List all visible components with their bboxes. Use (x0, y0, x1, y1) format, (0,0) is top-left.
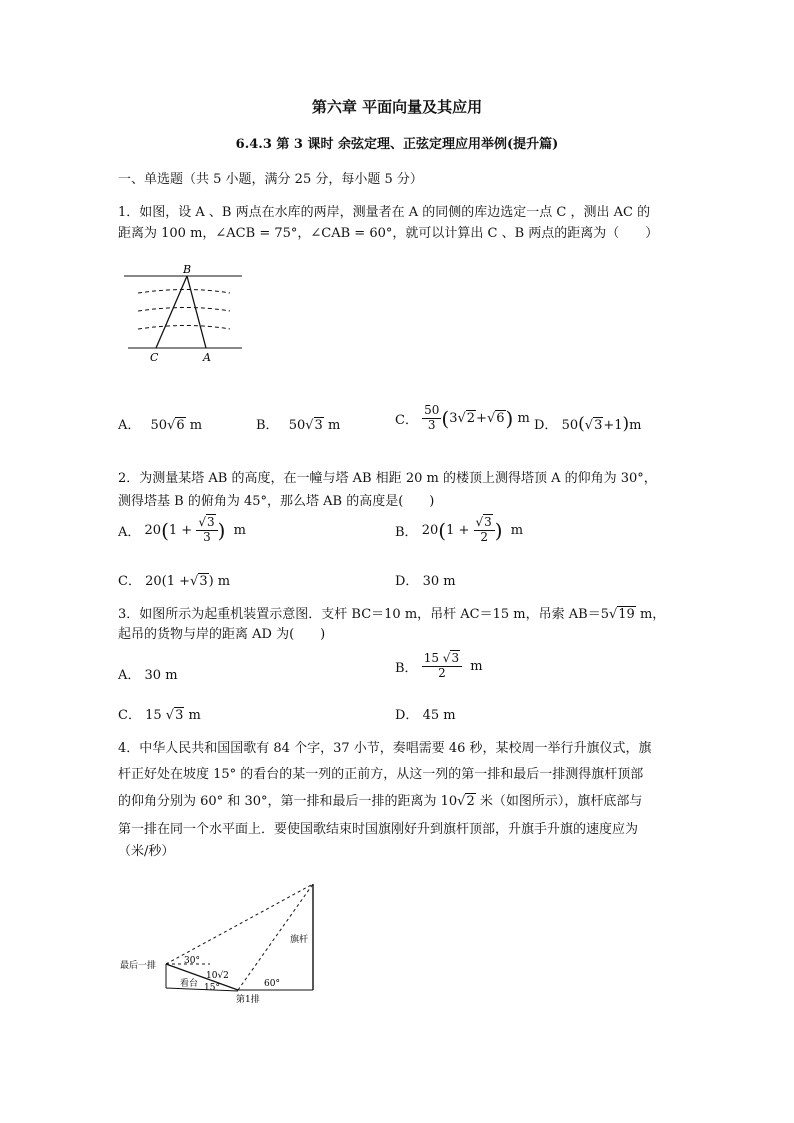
q4-label-first-row: 第1排 (236, 995, 260, 1005)
q3-option-b[interactable] (395, 652, 483, 681)
q1-option-c-plus: + (476, 410, 487, 426)
sqrt-symbol: √ (165, 708, 175, 723)
q3-option-c-rad: 3 (175, 708, 184, 723)
q1-segment-bc (156, 276, 187, 348)
q1-option-d-tail: +1 (603, 418, 623, 433)
q3-line1-text: 3．如图所示为起重机装置示意图．支杆 BC＝10 m，吊杆 AC＝15 m，吊索 AB＝5 (118, 607, 609, 622)
q4-flagpole-figure (118, 878, 324, 1008)
q1-option-b-coef: 50 (288, 418, 306, 433)
q3-option-b-numerator: 15 √3 (422, 652, 462, 667)
q1-option-c-numerator: 50 (424, 403, 440, 417)
q1-option-a-rad: 6 (176, 418, 185, 433)
lesson-title: 6.4.3 第 3 课时 余弦定理、正弦定理应用举例(提升篇) (235, 137, 559, 152)
q2-option-b-denominator: 2 (480, 529, 488, 544)
q2-option-b-numerator: √3 (474, 516, 495, 531)
sqrt-symbol: √ (167, 418, 176, 433)
q3-option-b-num-coef: 15 (423, 651, 439, 665)
q1-segment-ba (187, 276, 206, 348)
q3-option-d-text: 45 m (422, 708, 456, 723)
q1-option-c-coef: 3 (449, 410, 458, 426)
q4-line4: 第一排在同一个水平面上．要使国歌结束时国旗刚好升到旗杆顶部，升旗手升旗的速度应为 (118, 822, 639, 837)
q1-option-a-coef: 50 (150, 418, 168, 433)
q3-option-c[interactable] (118, 704, 201, 723)
q1-label-c: C (150, 351, 159, 364)
paren-close: ) (505, 406, 514, 431)
q4-line3-text: 的仰角分别为 60° 和 30°，第一排和最后一排的距离为 10 (118, 794, 458, 809)
paren-close: ) (622, 414, 630, 434)
paren-open: ( (578, 414, 585, 434)
q1-reservoir-figure (118, 262, 248, 367)
q4-line3-tail: 米（如图所示），旗杆底部与 (475, 794, 643, 809)
q2-option-d[interactable] (395, 570, 456, 589)
q1-option-d[interactable] (534, 414, 641, 434)
q3-line2: 起吊的货物与岸的距离 AD 为( ) (118, 627, 326, 642)
q3-option-b-denominator: 2 (438, 665, 446, 680)
q1-water-line-1 (138, 290, 230, 294)
paren-open: ( (441, 406, 450, 431)
q3-option-b-unit: m (470, 658, 483, 674)
q4-label-last-row: 最后一排 (120, 961, 157, 971)
q3-option-c-label: C． (118, 708, 141, 723)
q1-option-b-unit: m (327, 418, 341, 433)
q2-option-c[interactable] (118, 570, 230, 589)
q1-option-c-fraction (422, 404, 441, 433)
paren-close: ) (217, 518, 226, 543)
q4-label-pole: 旗杆 (290, 935, 309, 945)
q2-option-c-label: C． (118, 574, 141, 589)
q3-option-d[interactable] (395, 704, 456, 723)
q3-option-a-label: A． (118, 668, 141, 683)
q2-option-a-label: A． (118, 524, 141, 540)
q1-option-d-unit: m (629, 418, 642, 433)
q4-label-distance: 10√2 (206, 971, 229, 981)
q2-option-b[interactable] (395, 516, 523, 545)
q2-option-b-pre: 20 (421, 522, 439, 538)
q2-option-c-pre: 20(1 + (145, 574, 191, 589)
q2-option-c-post: ) m (208, 574, 231, 589)
sqrt-symbol: √ (457, 410, 466, 426)
sqrt-symbol: √ (457, 794, 466, 809)
q1-option-a-label: A． (118, 418, 141, 433)
q1-label-a: A (203, 351, 211, 364)
q1-option-c-rad1: 2 (466, 410, 476, 426)
q4-label-angle30: 30° (184, 956, 200, 966)
q2-option-a-num-rad: 3 (206, 515, 215, 529)
q2-option-b-fraction (474, 516, 495, 545)
chapter-title: 第六章 平面向量及其应用 (311, 98, 483, 116)
q4-line2: 杆正好处在坡度 15° 的看台的某一列的正前方，从这一列的第一排和最后一排测得旗杆顶部 (118, 767, 644, 782)
q3-line1 (118, 603, 665, 622)
paren-close: ) (494, 518, 503, 543)
q1-option-b[interactable] (256, 414, 340, 433)
q2-option-a-one: 1 + (168, 522, 193, 538)
q1-line1: 1．如图，设 A 、B 两点在水库的两岸，测量者在 A 的同侧的库边选定一点 C ，测出 AC 的 (118, 205, 651, 220)
q4-sightline-last-row (166, 884, 313, 964)
q3-option-d-label: D． (395, 708, 419, 723)
q1-option-d-rad: 3 (594, 418, 603, 433)
q3-option-c-coef: 15 (145, 708, 162, 723)
section-heading: 一、单选题（共 5 小题，满分 25 分，每小题 5 分） (118, 172, 423, 187)
q3-line1-rad: 19 (618, 607, 635, 622)
q1-option-c-label: C． (395, 412, 418, 428)
q2-option-a-unit: m (233, 522, 246, 538)
q4-line3-rad: 2 (466, 794, 475, 809)
q2-option-b-label: B． (395, 524, 418, 540)
q2-option-c-rad: 3 (199, 574, 208, 589)
q4-line1: 4．中华人民共和国国歌有 84 个字，37 小节，奏唱需要 46 秒，某校周一举行升旗仪式，旗 (118, 741, 652, 756)
q1-water-line-3 (138, 326, 230, 330)
q1-option-b-label: B． (256, 418, 279, 433)
q1-option-d-coef: 50 (561, 418, 579, 433)
q1-label-b: B (183, 263, 192, 276)
q1-option-c-rad2: 6 (496, 410, 505, 426)
q3-line1-tail: m， (635, 607, 666, 622)
sqrt-symbol: √ (584, 418, 594, 433)
q1-option-c-unit: m (517, 410, 530, 426)
q2-option-b-one: 1 + (446, 522, 470, 538)
q2-line1: 2．为测量某塔 AB 的高度，在一幢与塔 AB 相距 20 m 的楼顶上测得塔顶 A 的仰角为 30°， (118, 471, 657, 486)
paren-open: ( (438, 518, 447, 543)
q2-option-d-text: 30 m (422, 574, 456, 589)
q4-label-stand: 看台 (180, 979, 199, 989)
q2-option-a-pre: 20 (144, 522, 162, 538)
q1-option-c-denominator: 3 (427, 417, 436, 432)
q2-option-a-fraction (196, 516, 217, 545)
q2-option-b-num-rad: 3 (484, 515, 492, 529)
q2-line2: 测得塔基 B 的俯角为 45°，那么塔 AB 的高度是( ) (118, 494, 435, 509)
q3-option-b-label: B． (395, 660, 418, 676)
q2-option-b-unit: m (510, 522, 524, 538)
q1-option-b-rad: 3 (314, 418, 323, 433)
q1-option-d-label: D． (534, 418, 558, 433)
q3-option-c-unit: m (188, 708, 201, 723)
q1-option-a-unit: m (189, 418, 203, 433)
q1-option-a[interactable] (118, 414, 202, 433)
sqrt-symbol: √ (190, 574, 199, 589)
sqrt-symbol: √ (486, 410, 496, 426)
sqrt-symbol: √ (608, 607, 618, 622)
q3-option-a-text: 30 m (144, 668, 178, 683)
paren-open: ( (161, 518, 169, 543)
q4-stand-base (166, 988, 238, 991)
q2-option-d-label: D． (395, 574, 419, 589)
q1-option-c[interactable] (395, 404, 530, 433)
q4-label-angle15: 15° (204, 983, 220, 993)
q2-option-a-denominator: 3 (203, 529, 211, 544)
q4-label-angle60: 60° (264, 979, 280, 989)
sqrt-symbol: √ (305, 418, 314, 433)
q1-water-line-2 (138, 308, 230, 312)
q2-option-a-numerator: √3 (196, 516, 217, 531)
q3-option-b-num-rad: 3 (451, 651, 460, 665)
q4-line5: （米/秒） (118, 844, 175, 859)
q4-line3 (118, 790, 642, 809)
q2-option-a[interactable] (118, 516, 246, 545)
q3-option-a[interactable] (118, 664, 178, 683)
q3-option-b-fraction (422, 652, 462, 681)
q1-line2: 距离为 100 m，∠ACB = 75°，∠CAB = 60°，就可以计算出 C 、B 两点的距离为（ ） (118, 226, 659, 241)
